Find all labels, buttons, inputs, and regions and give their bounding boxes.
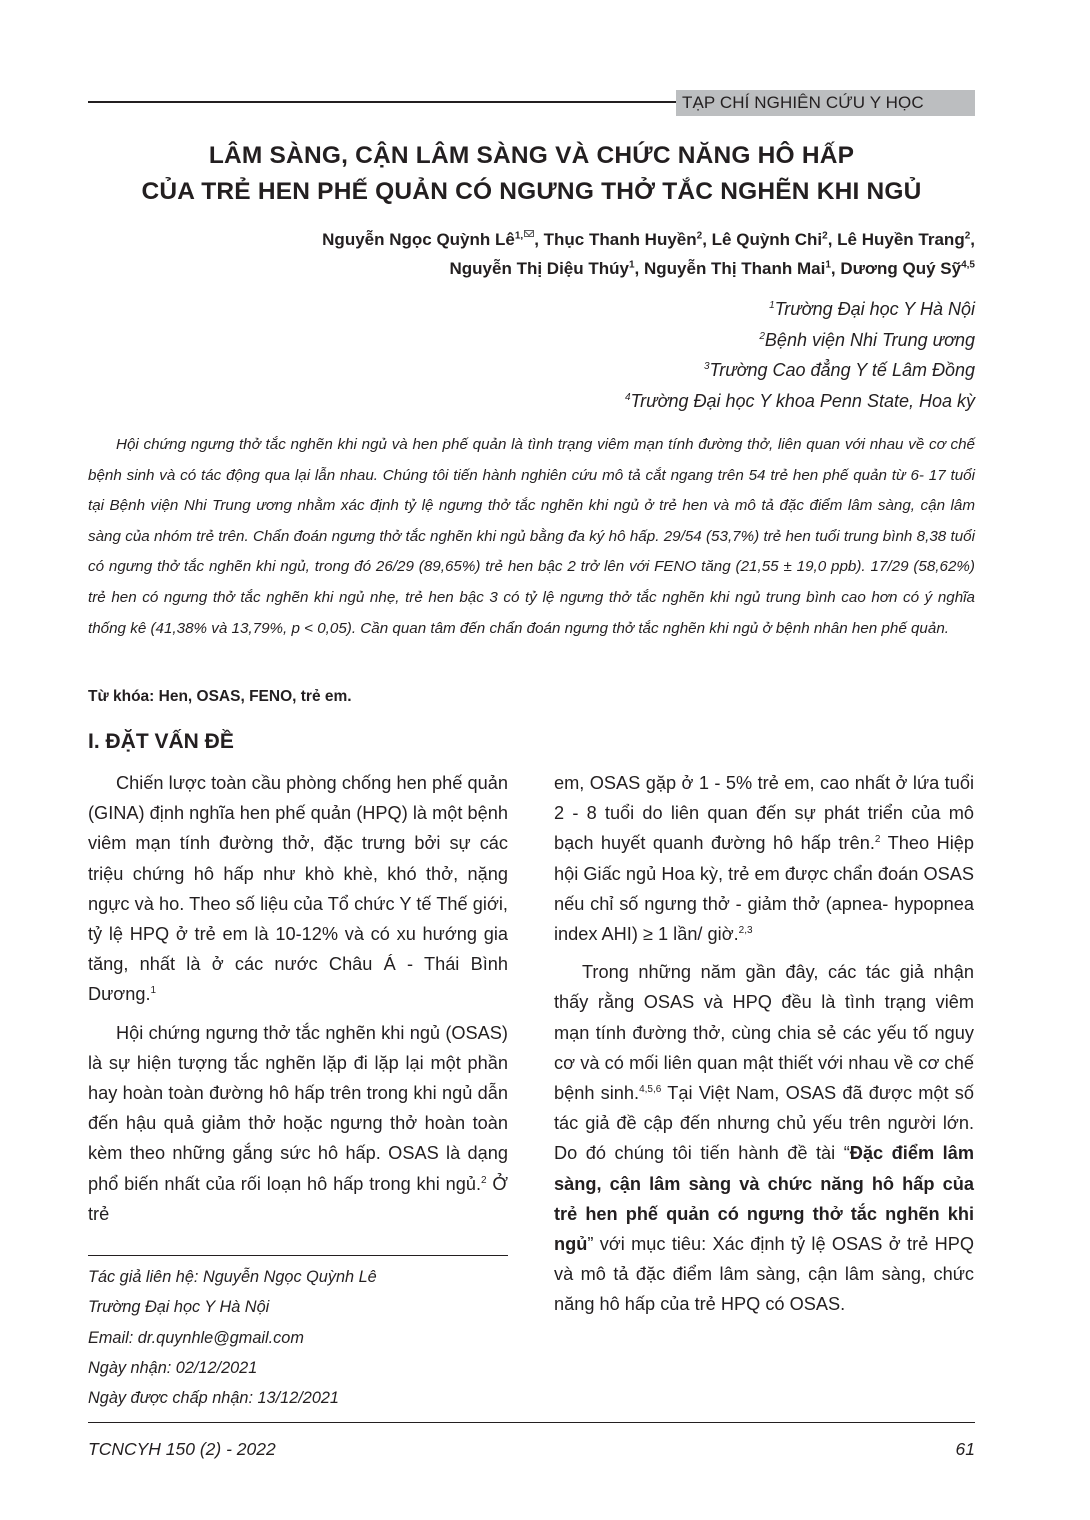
journal-issue: TCNCYH 150 (2) - 2022	[88, 1439, 276, 1459]
author-affil: 1	[628, 259, 635, 271]
section-heading: I. ĐẶT VẤN ĐỀ	[88, 730, 234, 753]
citation: 1	[150, 985, 157, 997]
affiliation-text: Trường Cao đẳng Y tế Lâm Đồng	[709, 360, 975, 380]
left-column	[88, 768, 508, 1237]
author-name: Nguyễn Thị Thanh Mai	[643, 259, 826, 278]
paragraph-text: Tại Việt Nam, OSAS đã được một số tác giả đề cập đến nhưng chủ yếu trên người lớn. Do đó chúng tôi tiến hành đề tài “	[554, 1083, 974, 1164]
author-list	[88, 225, 975, 283]
affiliation-number: 3	[703, 361, 710, 372]
citation: 2,3	[738, 924, 753, 936]
paragraph	[554, 768, 974, 949]
author-institution: Trường Đại học Y Hà Nội	[88, 1298, 270, 1317]
footer-rule	[88, 1422, 975, 1423]
affiliation-text: Trường Đại học Y khoa Penn State, Hoa kỳ	[630, 390, 975, 411]
paragraph-text: Chiến lược toàn cầu phòng chống hen phế quản (GINA) định nghĩa hen phế quản (HPQ) là một bệnh viêm mạn tính đường thở, đặc trưng bởi sự các triệu chứng hô hấp như khò khè, khó thở, nặng ngực và ho. Theo số liệu của Tổ chức Y tế Thế giới, tỷ lệ HPQ ở trẻ em là 10-12% và có xu hướng gia tăng, nhất là ở các nước Châu Á - Thái Bình Dương.	[88, 773, 508, 1005]
affiliation-number: 4	[624, 391, 631, 403]
author-sep: ,	[534, 230, 544, 249]
author-name: Thục Thanh Huyền	[543, 230, 697, 249]
title-line-2: CỦA TRẺ HEN PHẾ QUẢN CÓ NGƯNG THỞ TẮC NGHẼN KHI NGỦ	[141, 178, 922, 205]
affiliation-text: Trường Đại học Y Hà Nội	[774, 299, 975, 319]
affiliation-item	[500, 386, 975, 417]
citation: 2	[874, 834, 881, 846]
author-affil: 2	[964, 230, 971, 242]
author-name: Dương Quý Sỹ	[840, 259, 962, 278]
article-title	[88, 138, 975, 210]
accepted-date: Ngày được chấp nhận: 13/12/2021	[88, 1389, 339, 1408]
author-affil: 4,5	[961, 259, 975, 271]
paragraph-text: Ở trẻ	[88, 1173, 508, 1224]
author-sep: ,	[702, 230, 712, 249]
abstract	[88, 430, 975, 644]
affiliation-item	[500, 355, 975, 386]
author-email: Email: dr.quynhle@gmail.com	[88, 1328, 304, 1347]
affiliation-item	[500, 325, 975, 356]
keywords: Từ khóa: Hen, OSAS, FENO, trẻ em.	[88, 688, 352, 705]
author-sep: ,	[830, 259, 841, 278]
affiliation-number: 2	[759, 330, 765, 342]
paragraph-text: Trong những năm gần đây, các tác giả nhận thấy rằng OSAS và HPQ đều là tình trạng viêm mạn tính đường thở, cùng chia sẻ các yếu tố nguy cơ và có mối liên quan mật thiết với nhau về cơ chế bệnh sinh.	[554, 962, 974, 1104]
abstract-text: Hội chứng ngưng thở tắc nghẽn khi ngủ và hen phế quản là tình trạng viêm mạn tính đường thở, liên quan với nhau về cơ chế bệnh sinh và có tác động qua lại lẫn nhau. Chúng tôi tiến hành nghiên cứu mô tả cắt ngang trên 54 trẻ hen phế quản từ 6- 17 tuổi tại Bệnh viện Nhi Trung ương nhằm xác định tỷ lệ ngưng thở tắc nghẽn khi ngủ ở trẻ hen và mô tả đặc điểm lâm sàng, cận lâm sàng của nhóm trẻ trên. Chẩn đoán ngưng thở tắc nghẽn khi ngủ bằng đa ký hô hấp. 29/54 (53,7%) trẻ hen tuổi trung bình 8,38 tuổi có ngưng thở tắc nghẽn khi ngủ, trong đó 26/29 (89,65%) trẻ hen bậc 2 trở lên với FENO tăng (21,55 ± 19,0 ppb). 17/29 (58,62%) trẻ hen có ngưng thở tắc nghẽn khi ngủ nhẹ, trẻ hen bậc 3 có tỷ lệ ngưng thở tắc nghẽn khi ngủ trung bình cao hơn có ý nghĩa thống kê (41,38% và 13,79%, p < 0,05). Cần quan tâm đến chẩn đoán ngưng thở tắc nghẽn khi ngủ ở bệnh nhân hen phế quản.	[88, 436, 975, 637]
corresponding-author: Tác giả liên hệ: Nguyễn Ngọc Quỳnh Lê	[88, 1268, 377, 1286]
author-name: Lê Huyền Trang	[837, 230, 965, 249]
page-number: 61	[955, 1439, 975, 1459]
paragraph-text: ” với mục tiêu: Xác định tỷ lệ OSAS ở trẻ HPQ và mô tả đặc điểm lâm sàng, cận lâm sàng, chức năng hô hấp của trẻ HPQ có OSAS.	[554, 1234, 974, 1315]
paragraph-text: Hội chứng ngưng thở tắc nghẽn khi ngủ (OSAS) là sự hiện tượng tắc nghẽn lặp đi lặp lại một phần hay hoàn toàn đường hô hấp trên trong khi ngủ dẫn đến hậu quả giảm thở hoặc ngưng thở hoàn toàn kèm theo những gắng sức hô hấp. OSAS là dạng phổ biến nhất của rối loạn hô hấp trong khi ngủ.	[88, 1022, 508, 1194]
author-affil: 1	[825, 259, 831, 271]
paragraph	[554, 957, 974, 1319]
affiliation-text: Bệnh viện Nhi Trung ương	[764, 329, 975, 350]
author-affil: 2	[822, 230, 828, 242]
study-title: Đặc điểm lâm sàng, cận lâm sàng và chức năng hô hấp của trẻ hen phế quản có ngưng thở tắc nghẽn khi ngủ	[554, 1143, 974, 1255]
footnote-rule	[88, 1255, 508, 1256]
received-date: Ngày nhận: 02/12/2021	[88, 1358, 258, 1377]
paragraph	[88, 768, 508, 1010]
author-sep: ,	[634, 259, 644, 278]
citation: 2	[481, 1174, 487, 1186]
author-name: Lê Quỳnh Chi	[711, 230, 823, 249]
paragraph-text: Theo Hiệp hội Giấc ngủ Hoa kỳ, trẻ em được chẩn đoán OSAS nếu chỉ số ngưng thở - giảm thở (apnea- hypopnea index AHI) ≥ 1 lần/ giờ.	[554, 833, 974, 945]
correspondence-footnote	[88, 1262, 508, 1413]
paragraph-text: em, OSAS gặp ở 1 - 5% trẻ em, cao nhất ở lứa tuổi 2 - 8 tuổi do liên quan đến sự phát triển của mô bạch huyết quanh đường hô hấp trên.	[554, 773, 974, 854]
author-name: Nguyễn Thị Diệu Thúy	[449, 259, 629, 278]
author-affil: 1,	[514, 230, 524, 242]
affiliation-list	[500, 294, 975, 416]
author-affil: 2	[696, 230, 703, 242]
citation: 4,5,6	[639, 1083, 662, 1095]
author-line-1	[88, 225, 975, 254]
journal-name: TẠP CHÍ NGHIÊN CỨU Y HỌC	[676, 90, 975, 116]
right-column	[554, 768, 974, 1328]
paragraph	[88, 1018, 508, 1229]
envelope-icon	[524, 230, 534, 237]
title-line-1: LÂM SÀNG, CẬN LÂM SÀNG VÀ CHỨC NĂNG HÔ HẤP	[208, 142, 855, 169]
author-line-2	[88, 254, 975, 283]
author-sep: ,	[827, 230, 838, 249]
author-name: Nguyễn Ngọc Quỳnh Lê	[322, 230, 515, 249]
affiliation-number: 1	[769, 300, 775, 311]
affiliation-item	[500, 294, 975, 325]
author-sep: ,	[970, 230, 975, 249]
header-rule	[88, 101, 680, 103]
